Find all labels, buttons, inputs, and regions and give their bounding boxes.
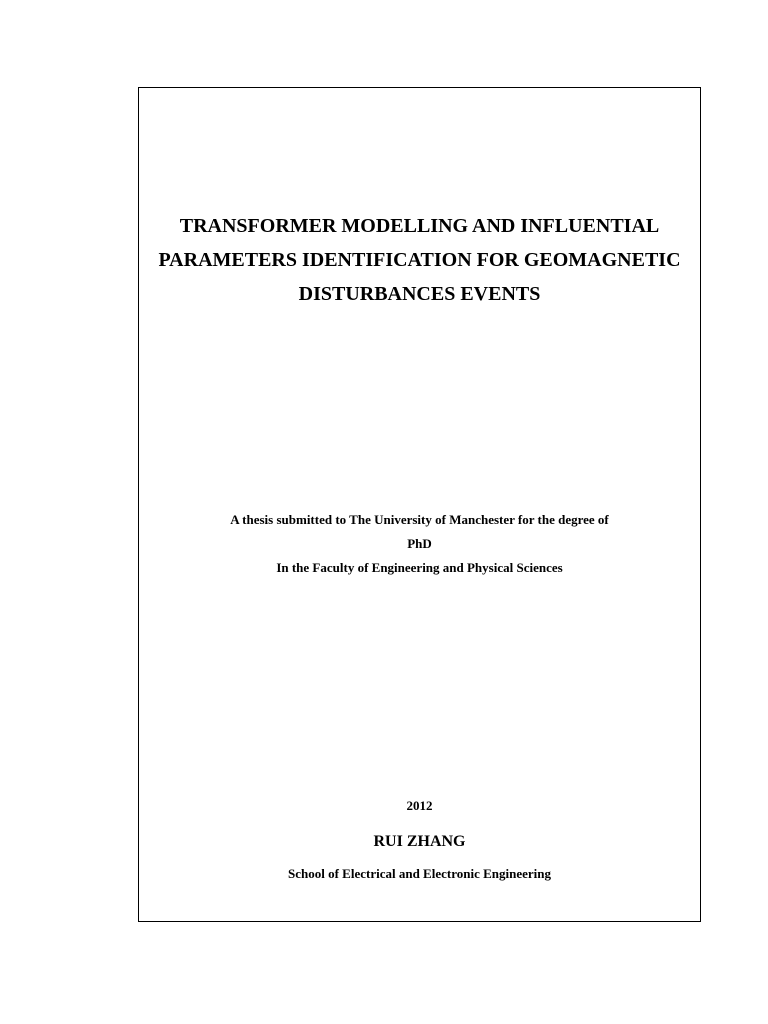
submission-year: 2012 bbox=[406, 798, 433, 813]
author-name: RUI ZHANG bbox=[373, 833, 466, 850]
title-line-2: PARAMETERS IDENTIFICATION FOR GEOMAGNETIC bbox=[158, 249, 681, 271]
title-line-1: TRANSFORMER MODELLING AND INFLUENTIAL bbox=[179, 215, 660, 237]
submission-line-faculty: In the Faculty of Engineering and Physical Sciences bbox=[276, 560, 563, 575]
school-name: School of Electrical and Electronic Engineering bbox=[288, 866, 551, 881]
submission-line-university: A thesis submitted to The University of Manchester for the degree of bbox=[230, 512, 609, 527]
thesis-title bbox=[139, 209, 700, 311]
submission-line-degree: PhD bbox=[407, 536, 432, 551]
page-border-frame bbox=[138, 87, 701, 922]
submission-statement bbox=[139, 508, 700, 580]
title-line-3: DISTURBANCES EVENTS bbox=[298, 283, 541, 305]
